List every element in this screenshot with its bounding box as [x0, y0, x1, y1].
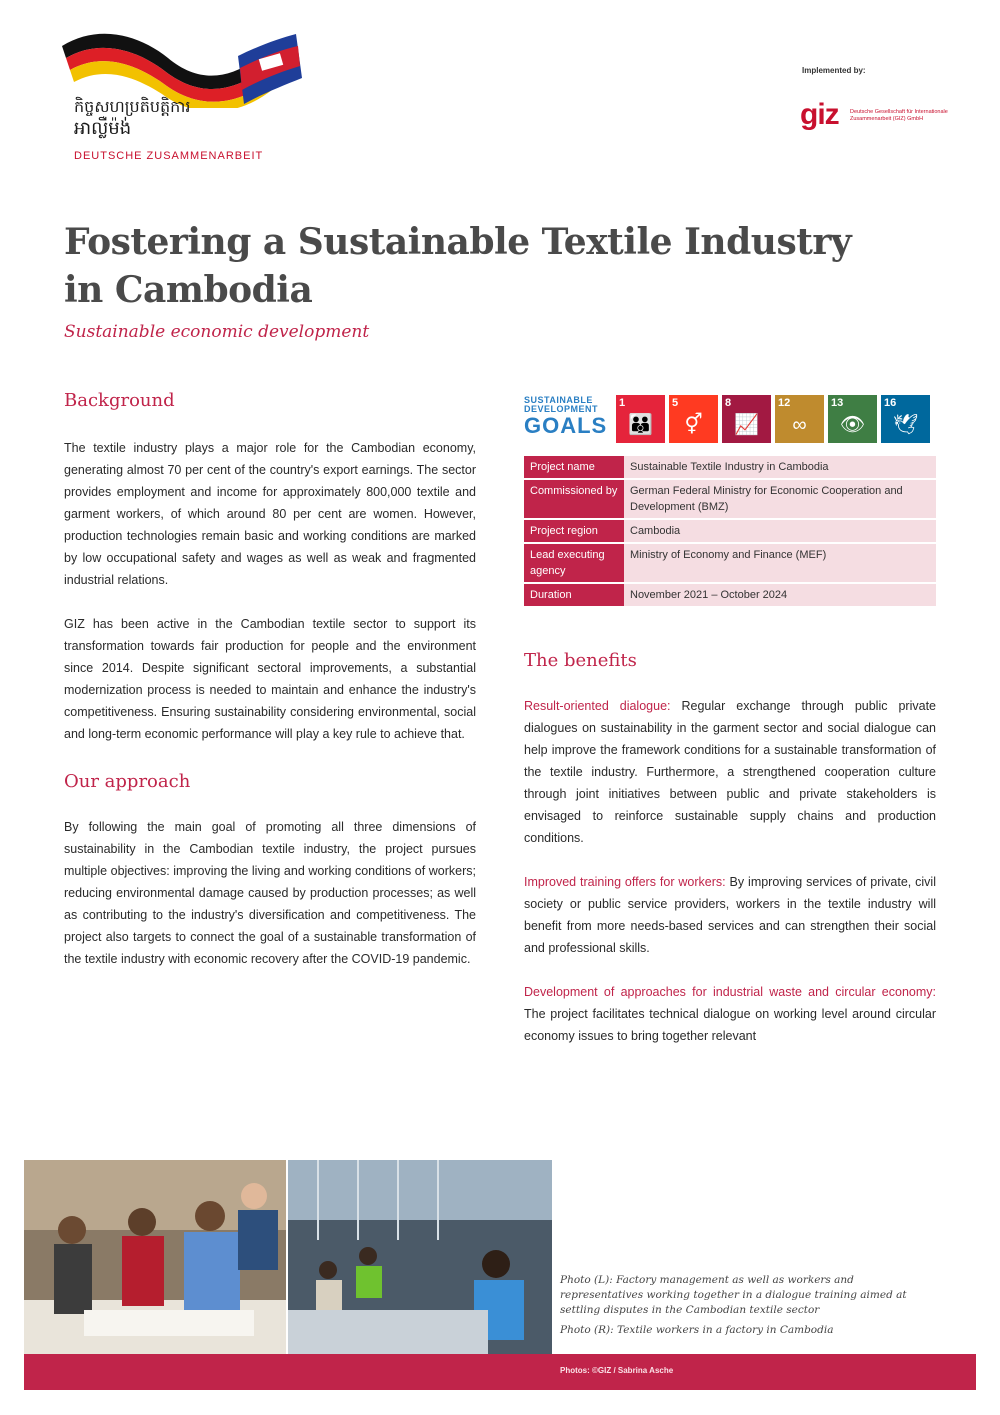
sdg-tile-8: 8 📈 [722, 395, 771, 443]
footer-bar [24, 1354, 976, 1390]
benefit-paragraph-2: Improved training offers for workers: By improving services of private, civil society or public service providers, workers in the textile industry will benefit from more needs-based services and can strengthen their social and professional skills. [524, 875, 936, 955]
dove-icon: 🕊 [892, 414, 919, 436]
deutsche-zusammenarbeit-label: DEUTSCHE ZUSAMMENARBEIT [74, 150, 264, 162]
sdg-tile-5: 5 ⚥ [669, 395, 718, 443]
table-row: Project name Sustainable Textile Industry in Cambodia [524, 456, 936, 478]
table-row: Duration November 2021 – October 2024 [524, 584, 936, 606]
sdg-tile-13: 13 👁 [828, 395, 877, 443]
caption-right: Photo (R): Textile workers in a factory in Cambodia [560, 1324, 834, 1336]
background-paragraph-2: GIZ has been active in the Cambodian textile sector to support its transformation towards fair production for people and the environment since 2014. Despite significant sectoral improvements, a substantial modernization process is needed to maintain and enhance the industry's competitiveness. Ensuring sustainability considering environmental, social and long-term economic performance will play a key rule to achieve that. [64, 617, 476, 741]
approach-heading: Our approach [64, 771, 191, 792]
photo-captions [560, 1273, 910, 1338]
people-icon: 👪 [628, 414, 653, 436]
gender-icon: ⚥ [684, 414, 703, 436]
benefits-heading: The benefits [524, 650, 637, 671]
benefit-paragraph-1: Result-oriented dialogue: Regular exchange through public private dialogues on sustainability in the garment sector and social dialogue can help improve the framework conditions for a sustainable transformation of the textile industry. Furthermore, a strengthened cooperation culture through joint initiatives between public and private stakeholders is envisaged to reinforce sustainable supply chains and production conditions. [524, 699, 936, 845]
benefit-paragraph-3: Development of approaches for industrial waste and circular economy: The project facilitates technical dialogue on working level around circular economy issues to bring together relevant [524, 985, 936, 1043]
right-column [524, 394, 936, 1047]
left-column [64, 390, 476, 970]
benefit-title-1: Result-oriented dialogue: [524, 699, 671, 713]
background-paragraph-1: The textile industry plays a major role for the Cambodian economy, generating almost 70 per cent of the country's export earnings. The sector provides employment and income for approximately 800,000 textile and garment workers, of which around 80 per cent are women. However, production technologies remain basic and working conditions are marked by low occupational safety and wages as well as weak and fragmented industrial relations. [64, 441, 476, 587]
table-row: Lead executing agency Ministry of Economy and Finance (MEF) [524, 544, 936, 582]
sdg-tile-1: 1 👪 [616, 395, 665, 443]
background-heading: Background [64, 390, 175, 411]
infinity-icon: ∞ [792, 414, 807, 436]
eye-icon: 👁 [839, 414, 866, 436]
sdg-tile-16: 16 🕊 [881, 395, 930, 443]
giz-wordmark: giz [800, 98, 839, 131]
page-title: Fostering a Sustainable Textile Industry in Cambodia [64, 221, 852, 311]
table-row: Commissioned by German Federal Ministry for Economic Cooperation and Development (BMZ) [524, 480, 936, 518]
photo-dialogue-training [24, 1160, 286, 1354]
approach-paragraph: By following the main goal of promoting all three dimensions of sustainability in the Cambodian textile industry, the project pursues multiple objectives: improving the living and working conditions of workers; reducing environmental damage caused by production processes; as well as contributing to the industry's diversification and competitiveness. The project also targets to connect the goal of a sustainable transformation of the textile industry with economic recovery after the COVID-19 pandemic. [64, 820, 476, 966]
sdg-goals-banner [524, 394, 936, 444]
photo-credit: Photos: ©GIZ / Sabrina Asche [560, 1366, 674, 1375]
sdg-logo: SUSTAINABLE DEVELOPMENT GOALS [524, 395, 608, 438]
project-info-table [524, 454, 936, 608]
sdg-tile-12: 12 ∞ [775, 395, 824, 443]
page-header [0, 0, 1000, 190]
implemented-by-label: Implemented by: [802, 66, 866, 75]
table-row: Project region Cambodia [524, 520, 936, 542]
benefit-title-3: Development of approaches for industrial waste and circular economy: [524, 985, 936, 999]
giz-full-name: Deutsche Gesellschaft für Internationale Zusammenarbeit (GIZ) GmbH [850, 109, 948, 122]
benefit-title-2: Improved training offers for workers: [524, 875, 726, 889]
photo-strip [24, 1160, 552, 1354]
caption-left: Photo (L): Factory management as well as workers and representatives working together in a dialogue training aimed at settling disputes in the Cambodian textile sector [560, 1274, 907, 1316]
khmer-cooperation-text: កិច្ចសហប្រតិបត្តិការ អាល្លឺម៉ង់ [74, 97, 191, 139]
giz-logo [800, 98, 950, 138]
growth-icon: 📈 [734, 414, 759, 436]
page-subtitle: Sustainable economic development [64, 322, 370, 342]
photo-textile-workers [288, 1160, 552, 1354]
